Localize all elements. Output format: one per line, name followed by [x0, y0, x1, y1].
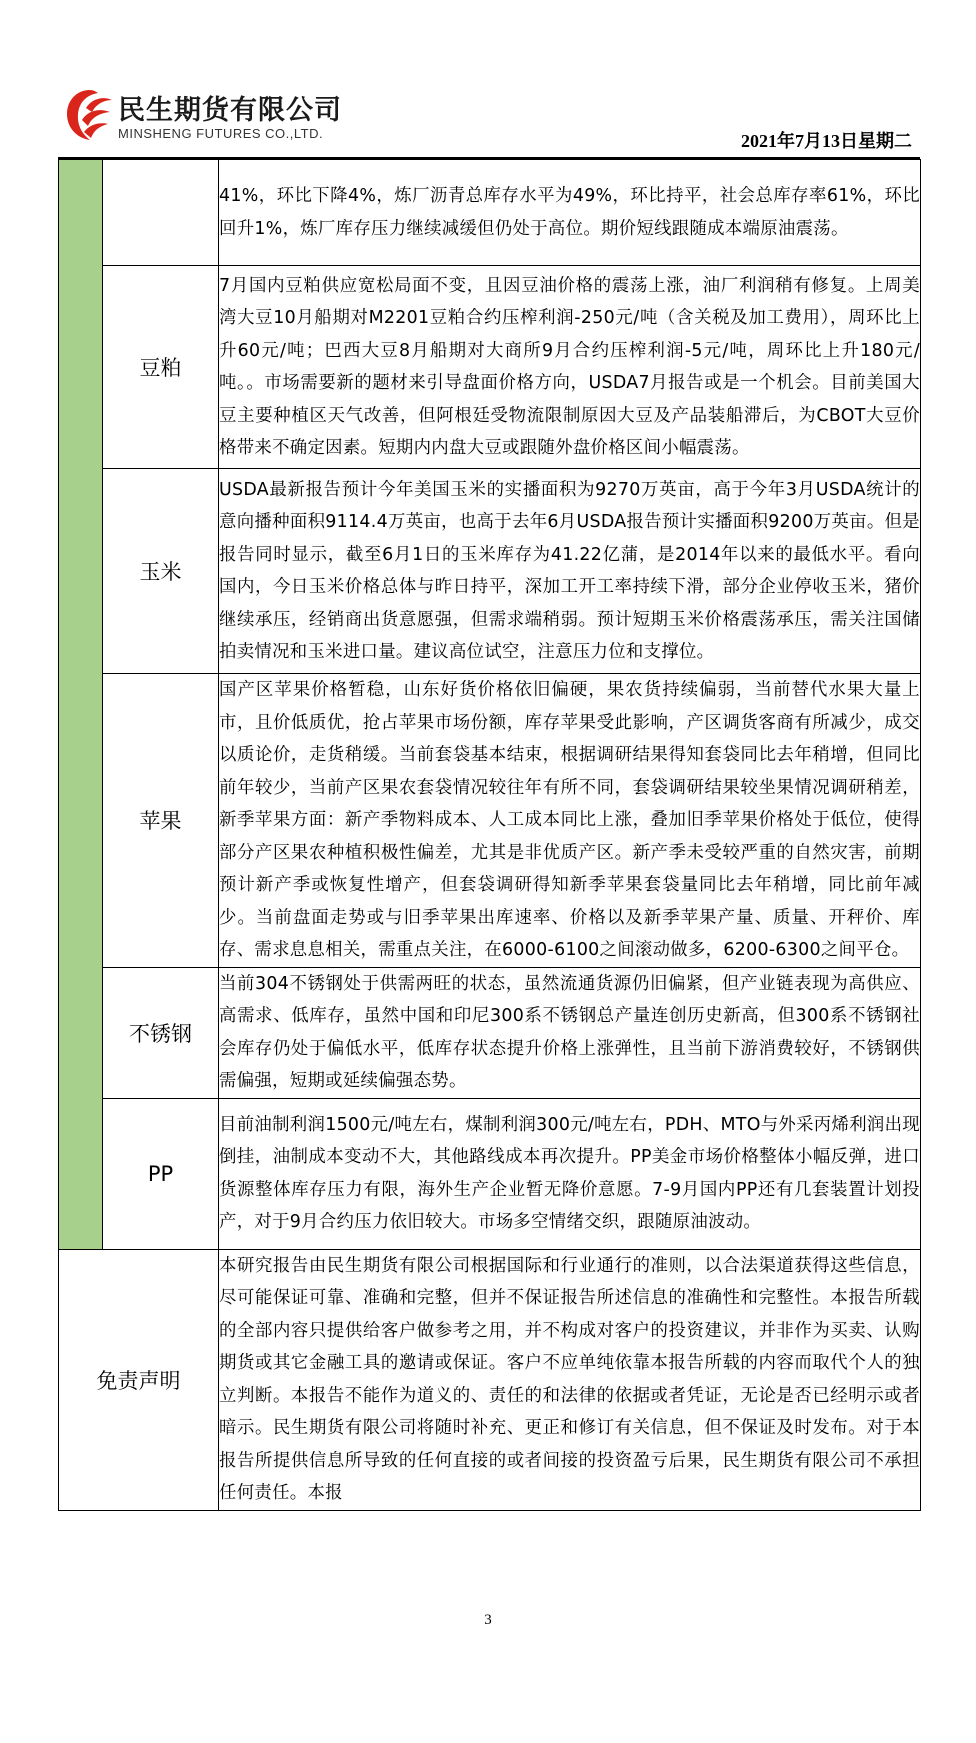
table-row: [59, 1098, 921, 1249]
company-name-cn: 民生期货有限公司: [118, 95, 342, 126]
minsheng-logo-icon: [64, 86, 116, 144]
table-row: [59, 160, 921, 266]
category-cell: 不锈钢: [103, 967, 219, 1098]
category-cell: 苹果: [103, 674, 219, 968]
commodity-table: [58, 159, 921, 1511]
company-logo: [64, 86, 364, 152]
category-cell: 玉米: [103, 469, 219, 674]
disclaimer-label: 免责声明: [59, 1249, 219, 1510]
analysis-text: 当前304不锈钢处于供需两旺的状态，虽然流通货源仍旧偏紧，但产业链表现为高供应、高需求、低库存，虽然中国和印尼300系不锈钢总产量连创历史新高，但300系不锈钢社会库存仍处于偏低水平，低库存状态提升价格上涨弹性，且当前下游消费较好，不锈钢供需偏强，短期或延续偏强态势。: [219, 967, 921, 1098]
report-date: 2021年7月13日星期二: [741, 131, 912, 151]
table-row: [59, 674, 921, 968]
analysis-text: 目前油制利润1500元/吨左右，煤制利润300元/吨左右，PDH、MTO与外采丙烯利润出现倒挂，油制成本变动不大，其他路线成本再次提升。PP美金市场价格整体小幅反弹，进口货源整体库存压力有限，海外生产企业暂无降价意愿。7-9月国内PP还有几套装置计划投产，对于9月合约压力依旧较大。市场多空情绪交织，跟随原油波动。: [219, 1098, 921, 1249]
page-number: 3: [484, 1612, 492, 1628]
company-name-en: MINSHENG FUTURES CO.,LTD.: [118, 126, 324, 141]
analysis-text: USDA最新报告预计今年美国玉米的实播面积为9270万英亩，高于今年3月USDA统计的意向播种面积9114.4万英亩，也高于去年6月USDA报告预计实播面积9200万英亩。但是报告同时显示，截至6月1日的玉米库存为41.22亿蒲，是2014年以来的最低水平。看向国内，今日玉米价格总体与昨日持平，深加工开工率持续下滑，部分企业停收玉米，猪价继续承压，经销商出货意愿强，但需求端稍弱。预计短期玉米价格震荡承压，需关注国储拍卖情况和玉米进口量。建议高位试空，注意压力位和支撑位。: [219, 469, 921, 674]
table-row: [59, 469, 921, 674]
disclaimer-text: 本研究报告由民生期货有限公司根据国际和行业通行的准则，以合法渠道获得这些信息，尽可能保证可靠、准确和完整，但并不保证报告所述信息的准确性和完整性。本报告所载的全部内容只提供给客户做参考之用，并不构成对客户的投资建议，并非作为买卖、认购期货或其它金融工具的邀请或保证。客户不应单纯依靠本报告所载的内容而取代个人的独立判断。本报告不能作为道义的、责任的和法律的依据或者凭证，无论是否已经明示或者暗示。民生期货有限公司将随时补充、更正和修订有关信息，但不保证及时发布。对于本报告所提供信息所导致的任何直接的或者间接的投资盈亏后果，民生期货有限公司不承担任何责任。本报: [219, 1249, 921, 1510]
analysis-text: 41%，环比下降4%，炼厂沥青总库存水平为49%，环比持平，社会总库存率61%，环比回升1%，炼厂库存压力继续减缓但仍处于高位。期价短线跟随成本端原油震荡。: [219, 160, 921, 266]
analysis-text: 国产区苹果价格暂稳，山东好货价格依旧偏硬，果农货持续偏弱，当前替代水果大量上市，且价低质优，抢占苹果市场份额，库存苹果受此影响，产区调货客商有所减少，成交以质论价，走货稍缓。当前套袋基本结束，根据调研结果得知套袋同比去年稍增，但同比前年较少，当前产区果农套袋情况较往年有所不同，套袋调研结果较坐果情况调研稍差，新季苹果方面：新产季物料成本、人工成本同比上涨，叠加旧季苹果价格处于低位，使得部分产区果农种植积极性偏差，尤其是非优质产区。新产季未受较严重的自然灾害，前期预计新产季或恢复性增产，但套袋调研得知新季苹果套袋量同比去年稍增，同比前年减少。当前盘面走势或与旧季苹果出库速率、价格以及新季苹果产量、质量、开秤价、库存、需求息息相关，需重点关注，在6000-6100之间滚动做多，6200-6300之间平仓。: [219, 674, 921, 968]
disclaimer-row: [59, 1249, 921, 1510]
analysis-text: 7月国内豆粕供应宽松局面不变，且因豆油价格的震荡上涨，油厂利润稍有修复。上周美湾大豆10月船期对M2201豆粕合约压榨利润-250元/吨（含关税及加工费用），周环比上升60元/吨；巴西大豆8月船期对大商所9月合约压榨利润-5元/吨，周环比上升180元/吨。。市场需要新的题材来引导盘面价格方向，USDA7月报告或是一个机会。目前美国大豆主要种植区天气改善，但阿根廷受物流限制原因大豆及产品装船滞后，为CBOT大豆价格带来不确定因素。短期内内盘大豆或跟随外盘价格区间小幅震荡。: [219, 266, 921, 469]
category-cell: [103, 160, 219, 266]
table-row: [59, 266, 921, 469]
category-cell: PP: [103, 1098, 219, 1249]
table-row: [59, 967, 921, 1098]
category-cell: 豆粕: [103, 266, 219, 469]
sidebar-green-cell: [59, 160, 103, 1250]
